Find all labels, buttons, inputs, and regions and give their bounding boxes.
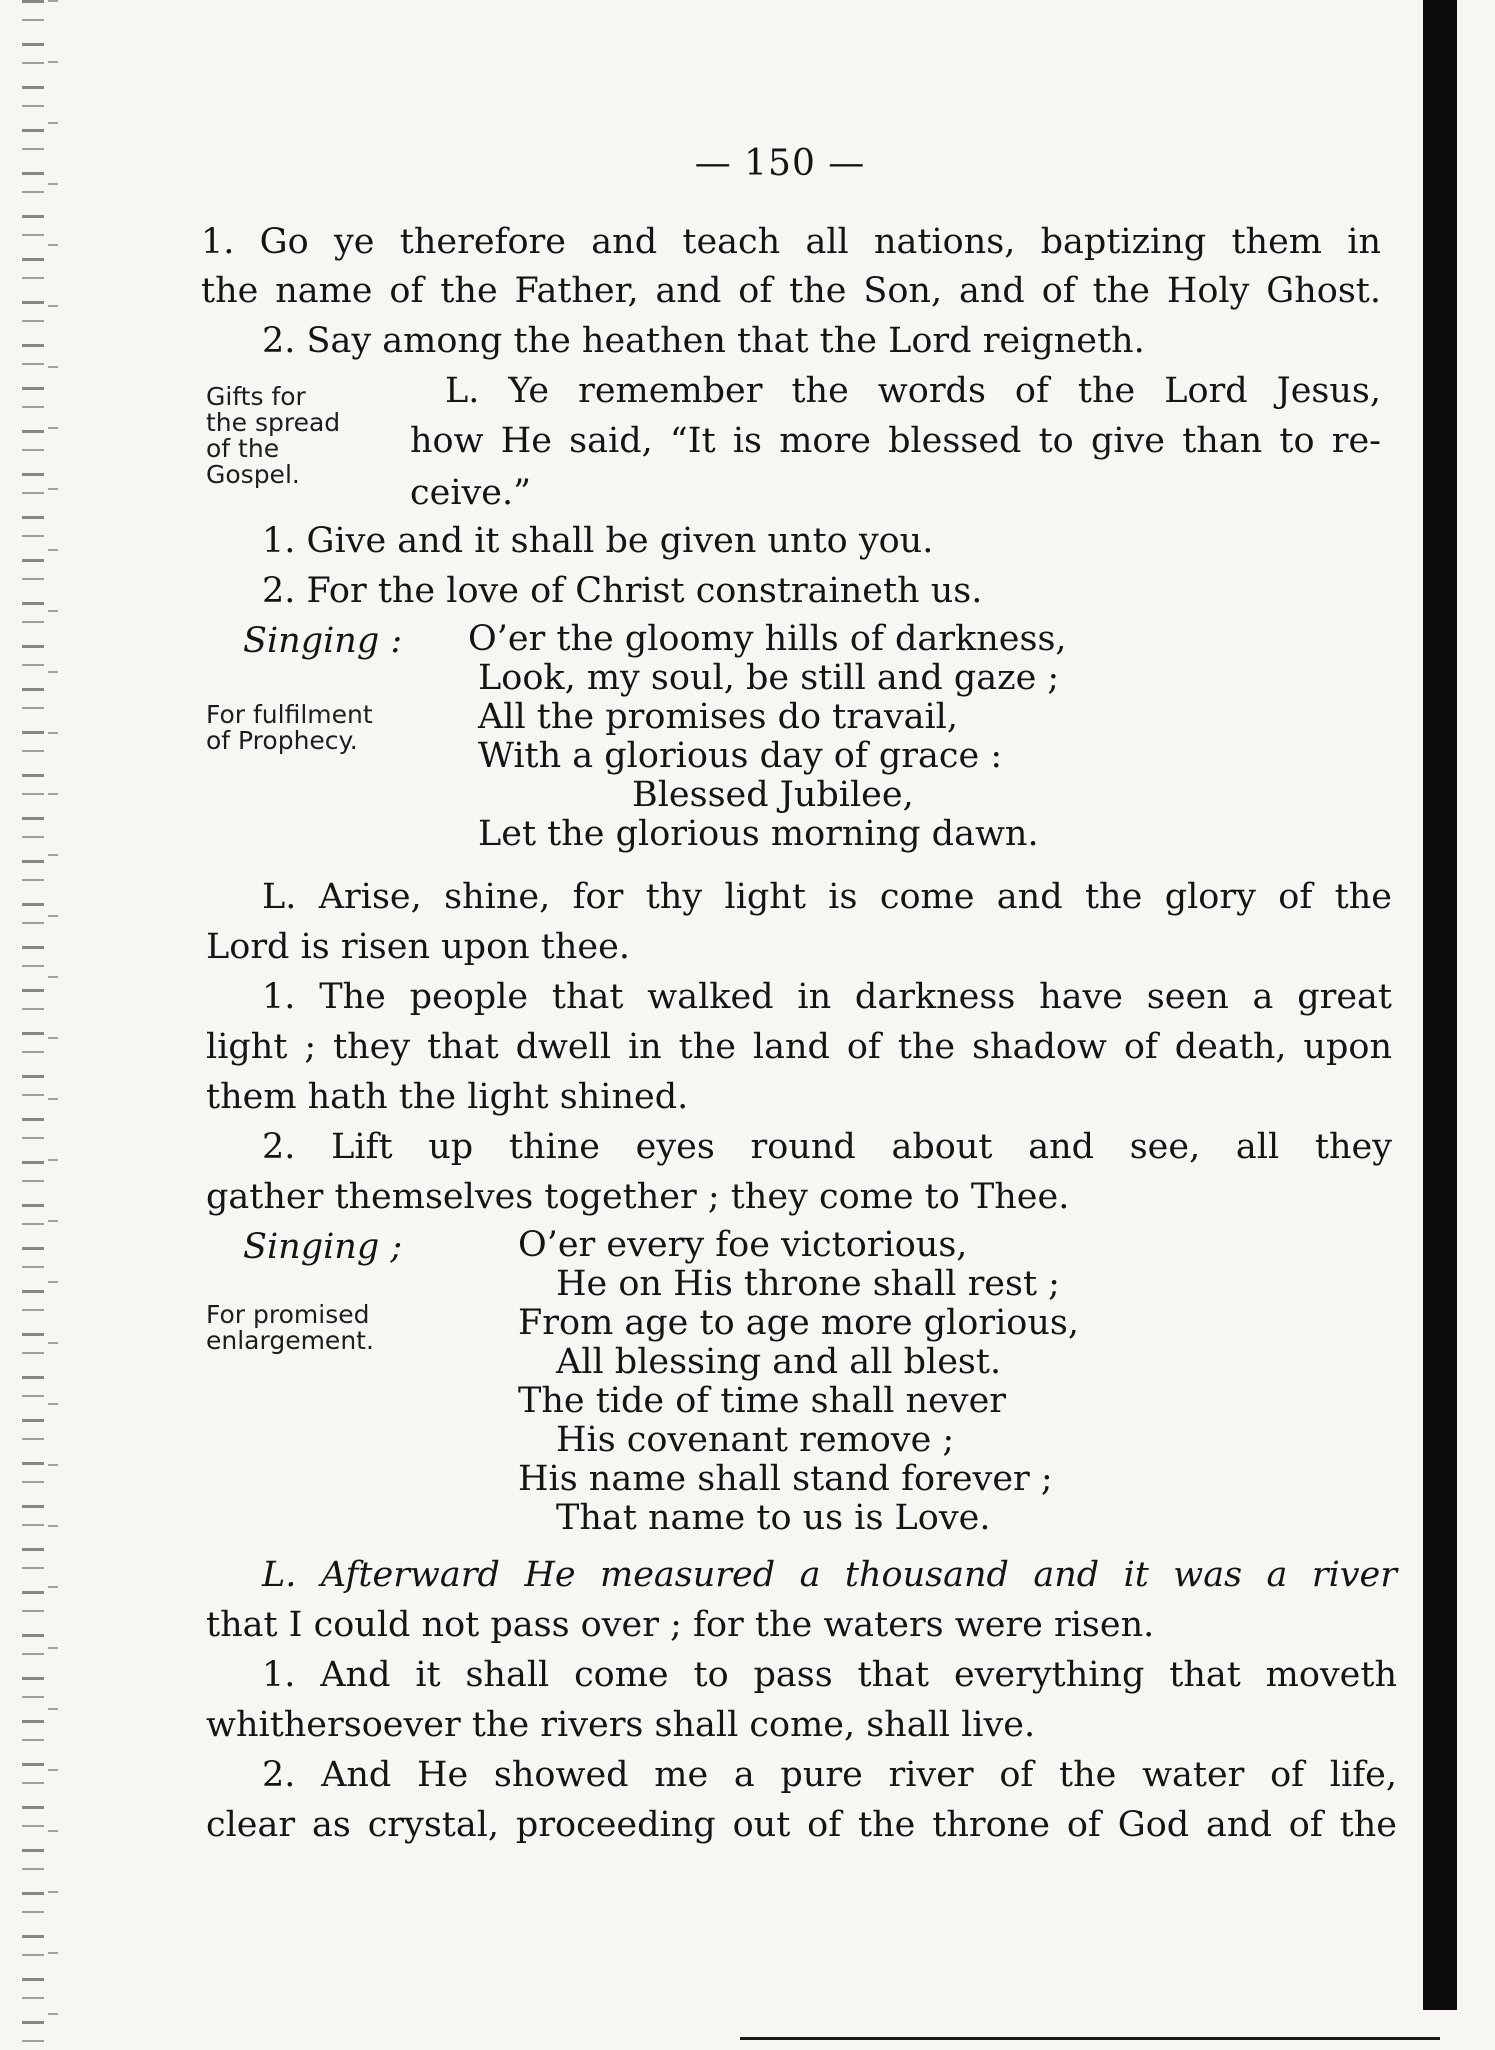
hymn-line: With a glorious day of grace : [478, 736, 1003, 776]
text-line: 2. Say among the heathen that the Lord reigneth. [262, 321, 1145, 361]
text-line: clear as crystal, proceeding out of the throne of God and of the [206, 1805, 1397, 1845]
margin-note-line: enlargement. [206, 1326, 374, 1355]
text-line: light ; they that dwell in the land of the shadow of death, upon [206, 1027, 1392, 1067]
scan-right-binding-bar [1423, 0, 1457, 2010]
text-line: 1. Give and it shall be given unto you. [262, 521, 934, 561]
margin-note-line: of Prophecy. [206, 726, 358, 755]
margin-note-enlargement [206, 1302, 374, 1354]
margin-note-prophecy [206, 702, 373, 754]
text-line: ceive.” [410, 473, 532, 513]
text-line: 2. And He showed me a pure river of the water of life, [262, 1755, 1397, 1795]
scan-left-edge [22, 0, 44, 2050]
hymn-line: From age to age more glorious, [518, 1303, 1080, 1343]
singing-label: Singing ; [243, 1227, 403, 1267]
hymn-line: Look, my soul, be still and gaze ; [478, 658, 1060, 698]
hymn-line: Blessed Jubilee, [632, 775, 914, 815]
margin-note-line: For fulfilment [206, 700, 373, 729]
text-line: whithersoever the rivers shall come, shall live. [206, 1705, 1036, 1745]
hymn-line: His covenant remove ; [556, 1420, 955, 1460]
text-line: 2. For the love of Christ constraineth us. [262, 571, 983, 611]
text-line: how He said, “It is more blessed to give than to re- [410, 421, 1381, 461]
text-line: L. Arise, shine, for thy light is come and the glory of the [262, 877, 1392, 917]
text-line: 1. Go ye therefore and teach all nations, baptizing them in [201, 222, 1381, 262]
margin-note-line: of the [206, 434, 280, 463]
margin-note-line: For promised [206, 1300, 370, 1329]
text-line: L. Ye remember the words of the Lord Jesus, [445, 371, 1381, 411]
hymn-line: O’er every foe victorious, [518, 1225, 968, 1265]
margin-note-line: Gospel. [206, 460, 300, 489]
margin-note-gifts [206, 384, 340, 488]
hymn-line: The tide of time shall never [518, 1381, 1007, 1421]
page-number: — 150 — [694, 143, 866, 184]
singing-label: Singing : [243, 621, 403, 661]
margin-note-line: Gifts for [206, 382, 306, 411]
hymn-line: That name to us is Love. [556, 1498, 991, 1538]
hymn-line: He on His throne shall rest ; [556, 1264, 1060, 1304]
text-line: Lord is risen upon thee. [206, 927, 630, 967]
hymn-line: Let the glorious morning dawn. [478, 814, 1039, 854]
scan-bottom-rule [740, 2037, 1440, 2040]
scan-left-edge-marks [48, 0, 58, 2050]
text-line: 2. Lift up thine eyes round about and see, all they [262, 1127, 1392, 1167]
text-line: 1. And it shall come to pass that everything that moveth [262, 1655, 1397, 1695]
text-line: gather themselves together ; they come to Thee. [206, 1177, 1070, 1217]
text-line: 1. The people that walked in darkness have seen a great [262, 977, 1392, 1017]
text-line: the name of the Father, and of the Son, and of the Holy Ghost. [201, 271, 1381, 311]
hymn-line: O’er the gloomy hills of darkness, [468, 619, 1067, 659]
hymn-line: All the promises do travail, [478, 697, 959, 737]
hymn-line: His name shall stand forever ; [518, 1459, 1053, 1499]
text-line: them hath the light shined. [206, 1077, 689, 1117]
hymn-line: All blessing and all blest. [556, 1342, 1002, 1382]
text-line: that I could not pass over ; for the waters were risen. [206, 1605, 1155, 1645]
text-line: L. Afterward He measured a thousand and it was a river [262, 1555, 1397, 1595]
margin-note-line: the spread [206, 408, 341, 437]
